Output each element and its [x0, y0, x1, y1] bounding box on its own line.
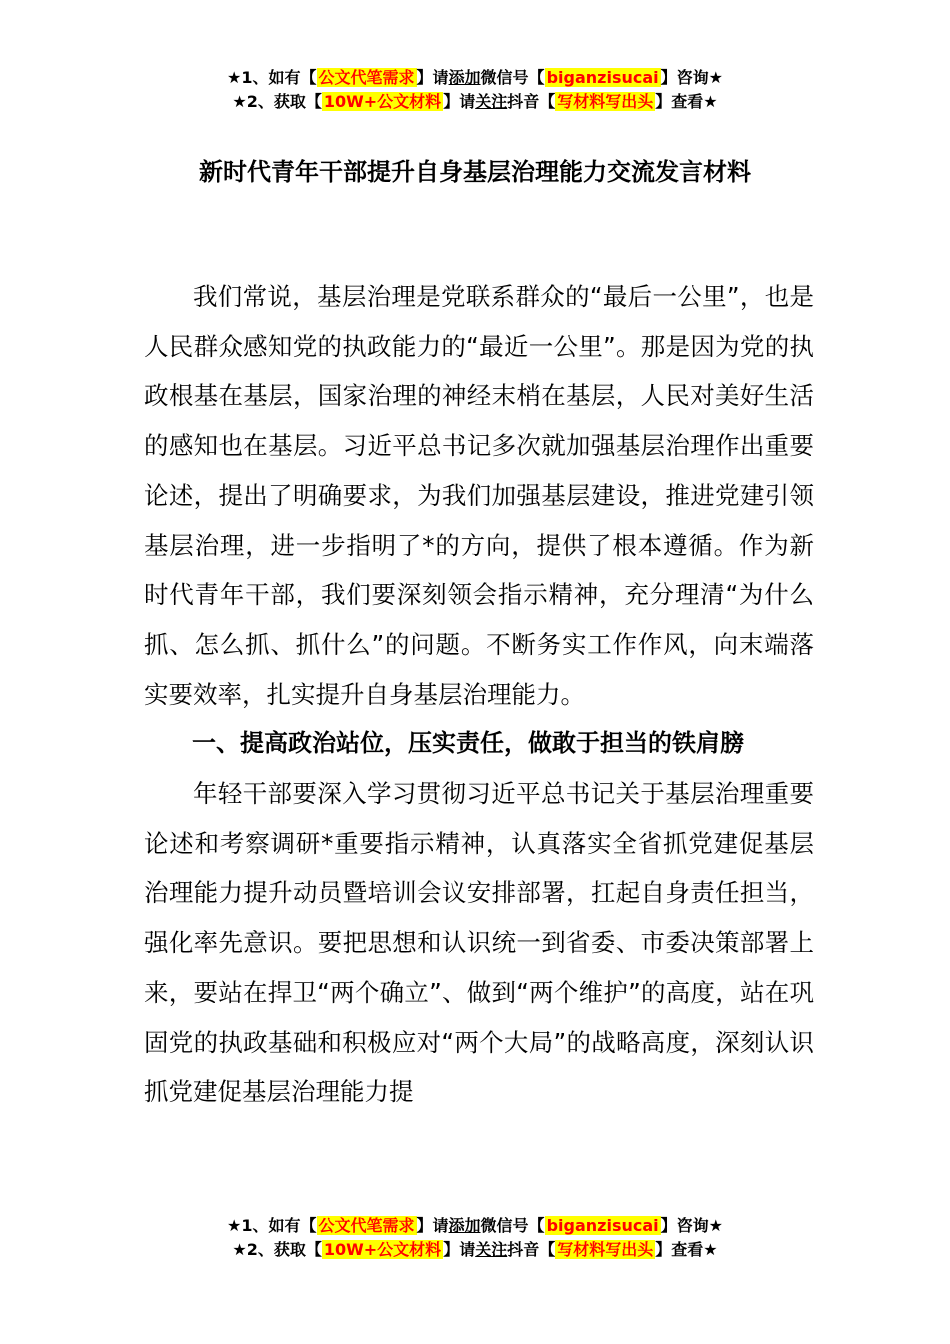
banner-highlight: 10W+公文材料	[323, 92, 442, 111]
banner-text: 】查看★	[655, 1240, 718, 1259]
banner-line-2	[0, 1238, 950, 1262]
banner-text: ★1、如有【	[227, 68, 317, 87]
banner-text: ★2、获取【	[232, 1240, 322, 1259]
banner-text: ★1、如有【	[227, 1216, 317, 1235]
banner-text: 抖音【	[507, 92, 556, 111]
banner-text: 】请	[416, 1216, 449, 1235]
top-banner	[0, 66, 950, 114]
banner-text: 】请	[443, 92, 476, 111]
banner-emphasis: 关注	[475, 1240, 508, 1259]
banner-text: 】查看★	[655, 92, 718, 111]
banner-line-1	[0, 66, 950, 90]
section-heading: 一、提高政治站位，压实责任，做敢于担当的铁肩膀	[192, 729, 744, 758]
banner-emphasis: 添加	[448, 68, 481, 87]
banner-highlight: 10W+公文材料	[323, 1240, 442, 1259]
paragraph: 我们常说，基层治理是党联系群众的“最后一公里”，也是人民群众感知党的执政能力的“最近一公里”。那是因为党的执政根基在基层，国家治理的神经末梢在基层，人民对美好生活的感知也在基层。习近平总书记多次就加强基层治理作出重要论述，提出了明确要求，为我们加强基层建设，推进党建引领基层治理，进一步指明了*的方向，提供了根本遵循。作为新时代青年干部，我们要深刻领会指示精神，充分理清“为什么抓、怎么抓、抓什么”的问题。不断务实工作作风，向末端落实要效率，扎实提升自身基层治理能力。	[144, 282, 814, 709]
banner-line-1	[0, 1214, 950, 1238]
banner-text: 抖音【	[507, 1240, 556, 1259]
banner-highlight: 写材料写出头	[557, 92, 654, 111]
banner-text: 】咨询★	[660, 1216, 723, 1235]
banner-text: 微信号【	[480, 68, 545, 87]
banner-highlight: 公文代笔需求	[318, 1216, 415, 1235]
document-body	[144, 272, 814, 1117]
banner-highlight: biganzisucai	[546, 1216, 659, 1235]
document-title: 新时代青年干部提升自身基层治理能力交流发言材料	[199, 158, 751, 186]
bottom-banner	[0, 1214, 950, 1262]
banner-highlight: 公文代笔需求	[318, 68, 415, 87]
banner-text: ★2、获取【	[232, 92, 322, 111]
banner-line-2	[0, 90, 950, 114]
banner-text: 】咨询★	[660, 68, 723, 87]
banner-text: 微信号【	[480, 1216, 545, 1235]
paragraph: 年轻干部要深入学习贯彻习近平总书记关于基层治理重要论述和考察调研*重要指示精神，认真落实全省抓党建促基层治理能力提升动员暨培训会议安排部署，扛起自身责任担当，强化率先意识。要把思想和认识统一到省委、市委决策部署上来，要站在捍卫“两个确立”、做到“两个维护”的高度，站在巩固党的执政基础和积极应对“两个大局”的战略高度，深刻认识抓党建促基层治理能力提	[144, 779, 814, 1107]
banner-highlight: 写材料写出头	[557, 1240, 654, 1259]
banner-highlight: biganzisucai	[546, 68, 659, 87]
banner-emphasis: 关注	[475, 92, 508, 111]
banner-text: 】请	[416, 68, 449, 87]
banner-emphasis: 添加	[448, 1216, 481, 1235]
banner-text: 】请	[443, 1240, 476, 1259]
